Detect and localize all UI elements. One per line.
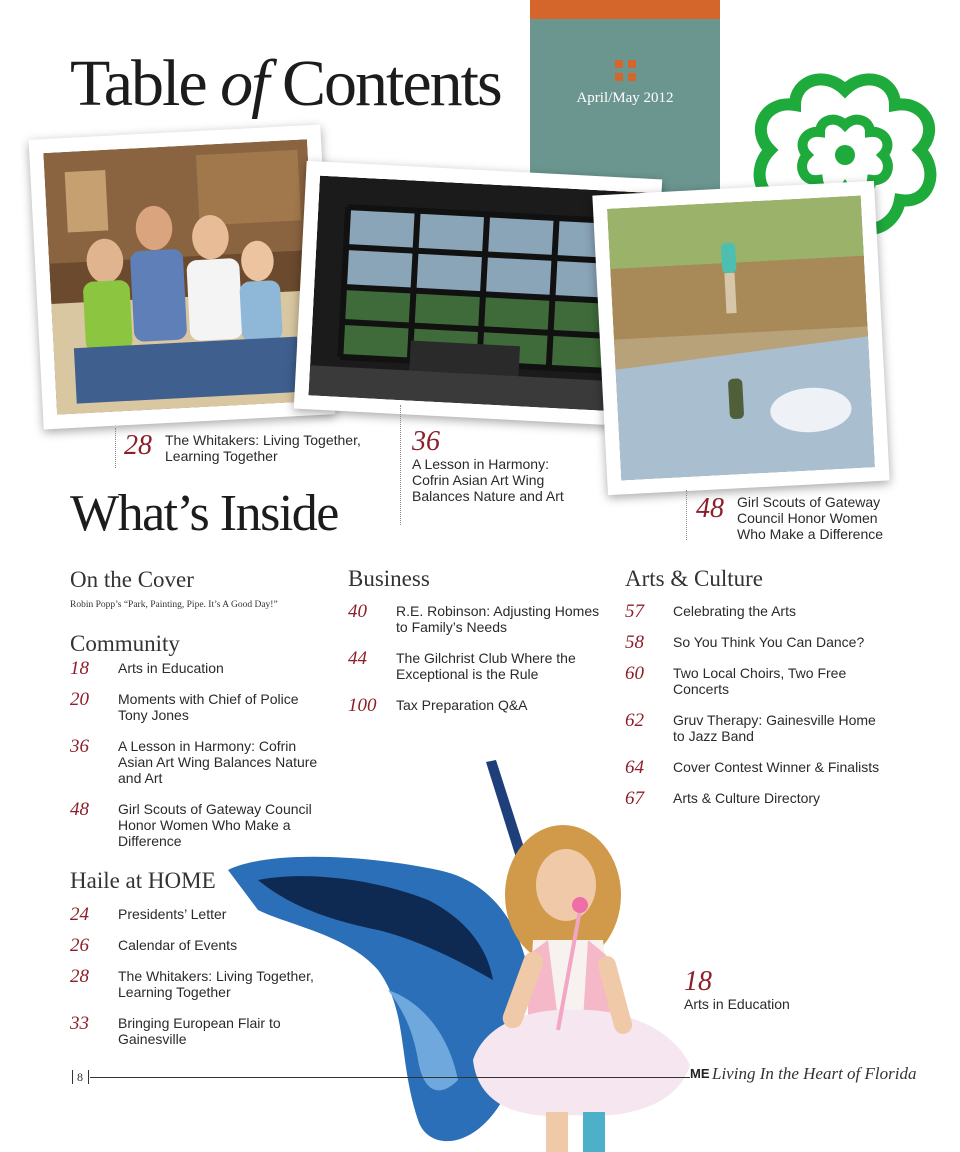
- section-heading: What’s Inside: [70, 485, 338, 542]
- feature-page-number: 48: [696, 493, 724, 524]
- toc-entry[interactable]: [70, 660, 330, 678]
- toc-entry[interactable]: [625, 634, 905, 652]
- toc-page-number: 33: [70, 1013, 89, 1034]
- feature-title: Girl Scouts of Gateway Council Honor Women Who Make a Difference: [737, 494, 884, 542]
- toc-entry-title: Celebrating the Arts: [673, 603, 796, 619]
- feature-title: A Lesson in Harmony: Cofrin Asian Art Wing Balances Nature and Art: [412, 456, 564, 504]
- toc-entry-title: The Whitakers: Living Together, Learning Together: [118, 968, 314, 1000]
- caption-divider: [400, 405, 401, 525]
- feature-page-number: 28: [124, 430, 152, 461]
- toc-page-number: 44: [348, 648, 367, 669]
- cover-description: Robin Popp’s “Park, Painting, Pipe. It’s A Good Day!”: [70, 600, 278, 610]
- footer-divider: [72, 1070, 73, 1084]
- toc-entry-title: Tax Preparation Q&A: [396, 697, 528, 713]
- toc-entry-title: So You Think You Can Dance?: [673, 634, 865, 650]
- footer-divider: [88, 1070, 89, 1084]
- footer-rule: [90, 1077, 690, 1078]
- feature-title: The Whitakers: Living Together, Learning Together: [165, 432, 361, 464]
- caption-divider: [686, 490, 687, 540]
- toc-page-number: 60: [625, 663, 644, 684]
- toc-page-number: 62: [625, 710, 644, 731]
- section-title-on-the-cover: On the Cover: [70, 567, 194, 592]
- toc-entry[interactable]: [348, 603, 608, 635]
- footer-brand: ME: [690, 1066, 710, 1081]
- feature-page-number: 36: [412, 426, 440, 457]
- ornament-icon: [615, 60, 637, 82]
- toc-page-number: 24: [70, 904, 89, 925]
- toc-entry-title: Arts in Education: [118, 660, 224, 676]
- toc-entry-title: A Lesson in Harmony: Cofrin Asian Art Wing Balances Nature and Art: [118, 738, 318, 786]
- issue-date: April/May 2012: [576, 90, 674, 106]
- toc-entry-title: Two Local Choirs, Two Free Concerts: [673, 665, 847, 697]
- toc-page-number: 26: [70, 935, 89, 956]
- section-title-haile-at-home: Haile at HOME: [70, 868, 216, 893]
- footer-tagline: Living In the Heart of Florida: [712, 1064, 917, 1083]
- toc-entry-title: Presidents’ Letter: [118, 906, 227, 922]
- toc-entry-title: Calendar of Events: [118, 937, 238, 953]
- toc-entry-title: Gruv Therapy: Gainesville Home to Jazz Band: [673, 712, 876, 744]
- toc-page-number: 48: [70, 799, 89, 820]
- toc-entry[interactable]: [348, 697, 608, 715]
- cover-page-number: 18: [684, 966, 712, 997]
- section-title-arts-culture: Arts & Culture: [625, 566, 763, 591]
- toc-entry[interactable]: [625, 712, 905, 744]
- toc-entry[interactable]: [625, 665, 905, 697]
- toc-entry-title: Girl Scouts of Gateway Council Honor Women Who Make a Difference: [118, 801, 312, 849]
- toc-entry-title: Arts & Culture Directory: [673, 790, 821, 806]
- girl-scout-photo: [592, 181, 889, 495]
- toc-entry-title: Bringing European Flair to Gainesville: [118, 1015, 281, 1047]
- toc-entry[interactable]: [70, 691, 330, 723]
- toc-page-number: 57: [625, 601, 644, 622]
- section-title-business: Business: [348, 566, 430, 591]
- family-photo: [29, 125, 336, 430]
- toc-page-number: 100: [348, 695, 377, 716]
- cover-caption: Arts in Education: [684, 996, 790, 1012]
- toc-entry[interactable]: [348, 650, 608, 682]
- toc-page-number: 40: [348, 601, 367, 622]
- toc-page-number: 36: [70, 736, 89, 757]
- butterfly-fairy-photo: [228, 757, 698, 1152]
- caption-divider: [115, 428, 116, 468]
- toc-entry-title: R.E. Robinson: Adjusting Homes to Family’s Needs: [396, 603, 600, 635]
- issue-banner-stripe: [530, 0, 720, 19]
- toc-page-number: 64: [625, 757, 644, 778]
- toc-page-number: 20: [70, 689, 89, 710]
- toc-page-number: 18: [70, 658, 89, 679]
- toc-entry-title: The Gilchrist Club Where the Exceptional is the Rule: [396, 650, 576, 682]
- toc-entry[interactable]: [625, 603, 905, 621]
- toc-entry-title: Moments with Chief of Police Tony Jones: [118, 691, 299, 723]
- toc-page-number: 67: [625, 788, 644, 809]
- toc-page-number: 28: [70, 966, 89, 987]
- page-number: 8: [77, 1070, 83, 1084]
- section-title-community: Community: [70, 631, 180, 656]
- page-title: Table of Contents: [70, 47, 501, 120]
- toc-entry-title: Cover Contest Winner & Finalists: [673, 759, 880, 775]
- toc-page-number: 58: [625, 632, 644, 653]
